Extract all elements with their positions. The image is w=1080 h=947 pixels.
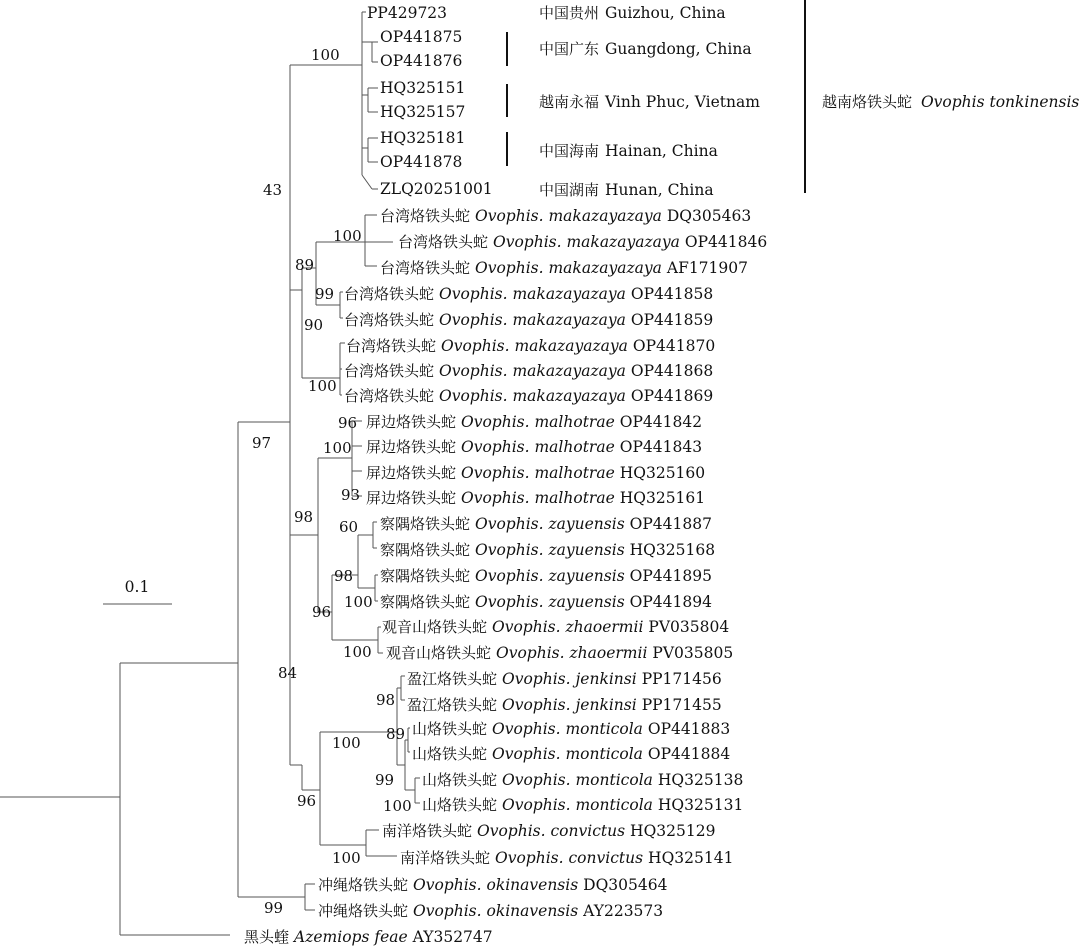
taxon-scientific-name: Ovophis. makazayazaya	[441, 337, 628, 355]
taxon-scientific-name: Ovophis. monticola	[502, 796, 653, 814]
taxon-accession: AF171907	[666, 259, 748, 277]
taxon-accession: OP441876	[380, 52, 463, 70]
support-value: 100	[344, 593, 373, 611]
support-value: 99	[375, 771, 395, 789]
support-value: 98	[376, 691, 396, 709]
taxon-label	[344, 285, 713, 303]
taxon-scientific-name: Ovophis. zhaoermii	[496, 644, 648, 662]
taxon-common-name: 台湾烙铁头蛇	[344, 311, 435, 329]
taxon-label	[380, 79, 465, 97]
taxon-label	[318, 876, 668, 894]
support-value: 96	[338, 414, 358, 432]
support-value: 100	[343, 643, 372, 661]
taxon-accession: OP441870	[632, 337, 716, 355]
taxon-label	[380, 129, 465, 147]
taxon-accession: OP441894	[629, 593, 712, 611]
taxon-scientific-name: Ovophis. zayuensis	[475, 567, 625, 585]
taxon-common-name: 台湾烙铁头蛇	[344, 362, 435, 380]
locality-en: Guangdong, China	[605, 40, 752, 58]
taxon-label	[367, 4, 447, 22]
taxon-label	[380, 541, 715, 559]
taxon-scientific-name: Ovophis. malhotrae	[461, 489, 615, 507]
locality-en: Hunan, China	[605, 181, 714, 199]
taxon-common-name: 盈江烙铁头蛇	[407, 670, 498, 688]
taxon-scientific-name: Ovophis. makazayazaya	[439, 311, 626, 329]
taxon-accession: OP441868	[630, 362, 714, 380]
locality-zh: 中国海南	[539, 142, 600, 160]
taxon-scientific-name: Ovophis. monticola	[492, 720, 643, 738]
locality-zh: 越南永福	[539, 93, 600, 111]
taxon-accession: DQ305463	[666, 207, 752, 225]
locality-zh: 中国贵州	[539, 4, 600, 22]
taxon-accession: PP171455	[641, 696, 722, 714]
taxon-common-name: 屏边烙铁头蛇	[366, 489, 457, 507]
support-value: 100	[333, 227, 362, 245]
taxon-accession: OP441843	[619, 438, 703, 456]
support-value: 100	[308, 377, 337, 395]
locality-label	[539, 181, 714, 199]
taxon-label	[398, 233, 767, 251]
taxon-common-name: 台湾烙铁头蛇	[344, 285, 435, 303]
taxon-accession: HQ325138	[657, 771, 744, 789]
taxon-label	[412, 745, 730, 763]
taxon-scientific-name: Ovophis. makazayazaya	[439, 387, 626, 405]
locality-zh: 中国湖南	[539, 181, 600, 199]
taxon-common-name: 察隅烙铁头蛇	[380, 515, 471, 533]
taxon-common-name: 黑头蝰	[244, 928, 290, 946]
taxon-label	[380, 259, 748, 277]
tree-branches	[0, 12, 420, 935]
support-value: 98	[294, 508, 314, 526]
locality-label	[539, 142, 718, 160]
taxon-accession: HQ325131	[657, 796, 744, 814]
taxon-accession: OP441883	[647, 720, 731, 738]
support-value: 84	[278, 664, 298, 682]
taxon-scientific-name: Ovophis. makazayazaya	[475, 207, 662, 225]
taxon-common-name: 南洋烙铁头蛇	[382, 822, 473, 840]
taxon-label	[380, 28, 462, 46]
taxon-scientific-name: Ovophis. jenkinsi	[502, 670, 637, 688]
taxon-label	[412, 720, 730, 738]
taxon-label	[422, 771, 743, 789]
taxon-common-name: 观音山烙铁头蛇	[382, 618, 488, 636]
taxon-label	[380, 207, 751, 225]
group-label-zh: 越南烙铁头蛇	[822, 93, 913, 111]
taxon-common-name: 山烙铁头蛇	[412, 720, 488, 738]
support-value: 89	[295, 256, 315, 274]
taxon-scientific-name: Ovophis. zayuensis	[475, 593, 625, 611]
support-value: 96	[297, 792, 317, 810]
taxon-accession: HQ325151	[380, 79, 466, 97]
scale-bar	[103, 578, 172, 604]
taxon-accession: OP441884	[647, 745, 731, 763]
taxon-accession: ZLQ20251001	[380, 180, 493, 198]
taxon-label	[244, 928, 493, 946]
support-value: 97	[252, 434, 272, 452]
taxon-label	[366, 489, 705, 507]
taxon-accession: HQ325129	[630, 822, 716, 840]
taxon-label	[346, 337, 715, 355]
taxon-accession: OP441846	[684, 233, 768, 251]
support-value: 93	[341, 486, 361, 504]
taxon-accession: OP441869	[630, 387, 714, 405]
taxon-accession: PP429723	[367, 4, 448, 22]
taxon-accession: AY223573	[583, 902, 664, 920]
taxon-common-name: 台湾烙铁头蛇	[380, 259, 471, 277]
taxon-label	[366, 438, 702, 456]
taxon-scientific-name: Ovophis. makazayazaya	[493, 233, 680, 251]
taxon-common-name: 察隅烙铁头蛇	[380, 567, 471, 585]
taxon-label	[366, 464, 705, 482]
locality-labels	[539, 4, 760, 199]
taxon-label	[400, 849, 733, 867]
taxon-accession: PV035804	[648, 618, 730, 636]
taxon-accession: OP441875	[380, 28, 463, 46]
taxon-accession: OP441887	[629, 515, 712, 533]
taxon-scientific-name: Ovophis. okinavensis	[413, 902, 579, 920]
taxon-label	[318, 902, 663, 920]
taxon-accession: HQ325160	[619, 464, 706, 482]
support-value: 100	[332, 734, 361, 752]
taxon-label	[380, 153, 462, 171]
group-label-sci: Ovophis tonkinensis	[920, 93, 1080, 111]
taxon-common-name: 察隅烙铁头蛇	[380, 593, 471, 611]
locality-en: Vinh Phuc, Vietnam	[605, 93, 760, 111]
taxon-common-name: 台湾烙铁头蛇	[398, 233, 489, 251]
support-value: 100	[311, 46, 340, 64]
taxon-label	[386, 644, 733, 662]
locality-en: Guizhou, China	[605, 4, 726, 22]
taxon-common-name: 南洋烙铁头蛇	[400, 849, 491, 867]
taxon-accession: PP171456	[641, 670, 722, 688]
scale-bar-label: 0.1	[124, 578, 150, 596]
taxon-label	[382, 618, 729, 636]
taxon-accession: OP441895	[629, 567, 712, 585]
taxon-accession: HQ325161	[619, 489, 706, 507]
taxon-scientific-name: Ovophis. convictus	[477, 822, 626, 840]
taxon-label	[380, 52, 462, 70]
taxon-common-name: 山烙铁头蛇	[412, 745, 488, 763]
taxon-accession: PV035805	[652, 644, 734, 662]
taxon-scientific-name: Ovophis. malhotrae	[461, 413, 615, 431]
taxon-label	[380, 180, 493, 198]
taxon-scientific-name: Ovophis. okinavensis	[413, 876, 579, 894]
taxon-accession: OP441842	[619, 413, 703, 431]
taxon-accession: AY352747	[412, 928, 493, 946]
support-value: 100	[332, 849, 361, 867]
support-value: 43	[263, 181, 283, 199]
taxon-accession: HQ325181	[380, 129, 466, 147]
taxon-common-name: 山烙铁头蛇	[422, 796, 498, 814]
taxon-accession: DQ305464	[583, 876, 668, 894]
taxon-common-name: 冲绳烙铁头蛇	[318, 876, 409, 894]
support-value: 99	[315, 285, 335, 303]
taxon-accession: HQ325168	[629, 541, 716, 559]
taxon-label	[422, 796, 743, 814]
taxon-common-name: 屏边烙铁头蛇	[366, 413, 457, 431]
locality-label	[539, 4, 726, 22]
taxon-label	[380, 567, 712, 585]
support-value: 100	[383, 797, 412, 815]
taxon-scientific-name: Ovophis. jenkinsi	[502, 696, 637, 714]
taxon-label	[407, 670, 722, 688]
taxon-scientific-name: Ovophis. zhaoermii	[492, 618, 644, 636]
taxon-common-name: 屏边烙铁头蛇	[366, 438, 457, 456]
support-value: 90	[304, 316, 324, 334]
taxon-accession: HQ325157	[380, 103, 466, 121]
support-value: 100	[323, 439, 352, 457]
taxon-label	[407, 696, 722, 714]
locality-en: Hainan, China	[605, 142, 718, 160]
taxon-common-name: 观音山烙铁头蛇	[386, 644, 492, 662]
taxon-scientific-name: Ovophis. makazayazaya	[439, 285, 626, 303]
taxon-scientific-name: Azemiops feae	[294, 928, 408, 946]
taxon-scientific-name: Ovophis. malhotrae	[461, 464, 615, 482]
taxon-label	[380, 593, 712, 611]
taxon-accession: OP441858	[630, 285, 714, 303]
taxon-common-name: 台湾烙铁头蛇	[380, 207, 471, 225]
taxon-label	[366, 413, 702, 431]
taxon-common-name: 盈江烙铁头蛇	[407, 696, 498, 714]
locality-zh: 中国广东	[539, 40, 600, 58]
taxon-accession: HQ325141	[648, 849, 734, 867]
taxon-label	[380, 515, 712, 533]
locality-label	[539, 40, 752, 58]
taxon-label	[344, 362, 713, 380]
taxon-scientific-name: Ovophis. makazayazaya	[439, 362, 626, 380]
taxon-scientific-name: Ovophis. zayuensis	[475, 515, 625, 533]
taxon-label	[344, 387, 713, 405]
locality-label	[539, 93, 760, 111]
group-label-tonkinensis	[822, 93, 1079, 111]
taxon-common-name: 台湾烙铁头蛇	[344, 387, 435, 405]
taxon-common-name: 台湾烙铁头蛇	[346, 337, 437, 355]
support-value: 99	[264, 899, 284, 917]
taxon-accession: OP441878	[380, 153, 463, 171]
taxon-common-name: 察隅烙铁头蛇	[380, 541, 471, 559]
support-value: 60	[339, 518, 359, 536]
taxon-scientific-name: Ovophis. monticola	[502, 771, 653, 789]
taxon-label	[382, 822, 715, 840]
taxon-scientific-name: Ovophis. convictus	[495, 849, 644, 867]
taxon-scientific-name: Ovophis. monticola	[492, 745, 643, 763]
taxon-scientific-name: Ovophis. zayuensis	[475, 541, 625, 559]
support-value: 96	[312, 603, 332, 621]
taxon-common-name: 山烙铁头蛇	[422, 771, 498, 789]
taxon-accession: OP441859	[630, 311, 714, 329]
support-value: 89	[386, 725, 406, 743]
taxon-label	[344, 311, 713, 329]
taxon-common-name: 冲绳烙铁头蛇	[318, 902, 409, 920]
taxon-label	[380, 103, 465, 121]
support-value: 98	[334, 567, 354, 585]
taxon-scientific-name: Ovophis. malhotrae	[461, 438, 615, 456]
taxon-common-name: 屏边烙铁头蛇	[366, 464, 457, 482]
taxon-scientific-name: Ovophis. makazayazaya	[475, 259, 662, 277]
